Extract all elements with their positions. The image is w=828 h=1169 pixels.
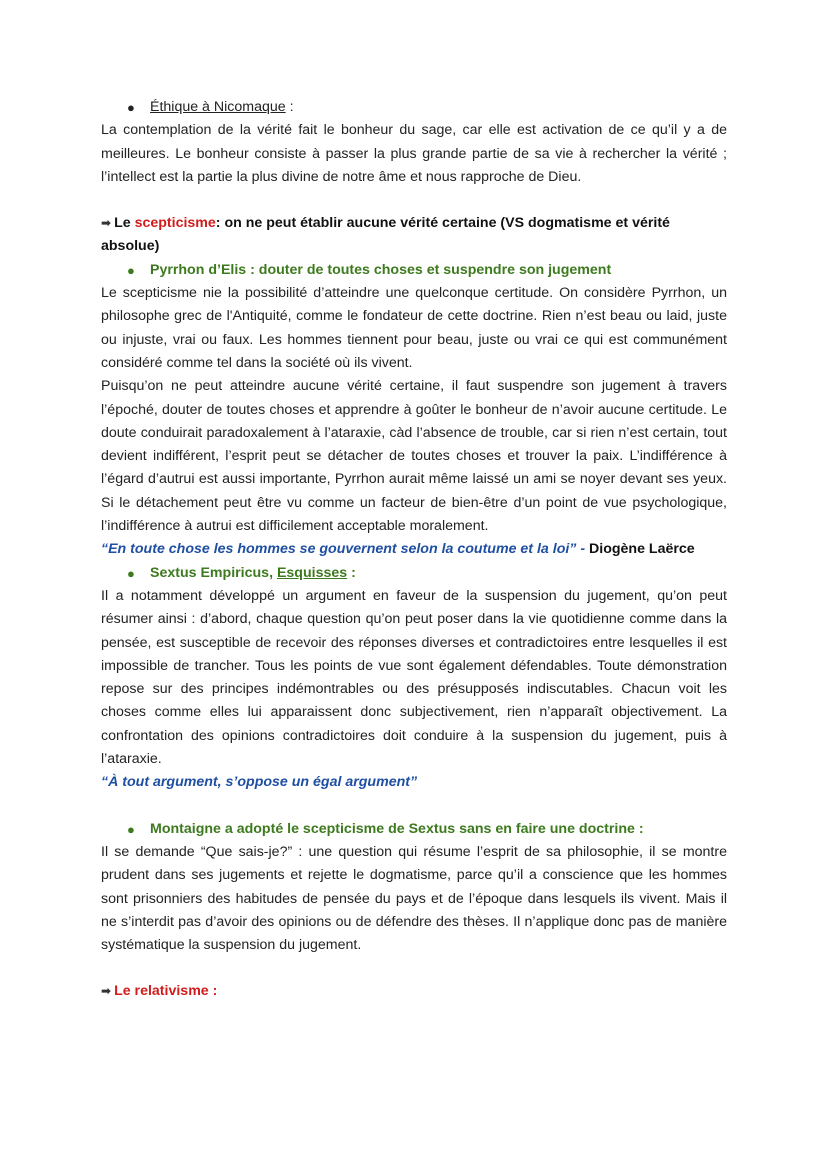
paragraph-pyrrhon-1: Le scepticisme nie la possibilité d’atteindre une quelconque certitude. On considère Pyrrhon, un philosophe grec de l'Antiquité, comme le fondateur de cette doctrine. Rien n’est beau ou laid, juste ou injuste, vrai ou faux. Les hommes tiennent pour beau, juste ou vrai ce qui est communément considéré comme tel dans la société où ils vivent. [101,285,727,371]
paragraph-contemplation: La contemplation de la vérité fait le bonheur du sage, car elle est activation de ce qu’il y a de meilleures. Le bonheur consiste à passer la plus grande partie de sa vie à rechercher la vérité ; l’intellect est la partie la plus divine de notre âme et nous rapproche de Dieu. [101,122,727,185]
bullet-montaigne: ● Montaigne a adopté le scepticisme de Sextus sans en faire une doctrine : [101,818,727,841]
bullet-ethique: ● Éthique à Nicomaque : [101,96,727,119]
arrow-icon: ➡ [101,216,111,231]
quote-author: Diogène Laërce [589,541,695,558]
quote-diogene: “En toute chose les hommes se gouvernent selon la coutume et la loi” - Diogène Laërce [101,541,695,558]
arrow-icon: ➡ [101,984,111,999]
section-heading-scepticisme: ➡ Le scepticisme: on ne peut établir aucune vérité certaine (VS dogmatisme et vérité absolue) [101,215,670,255]
paragraph-pyrrhon-2: Puisqu’on ne peut atteindre aucune vérité certaine, il faut suspendre son jugement à travers l’époché, douter de toutes choses et apprendre à goûter le bonheur de n’avoir aucune certitude. Le doute conduirait paradoxalement à l’ataraxie, càd l’absence de trouble, car si rien n’est certain, tout devient indifférent, l’esprit peut se détacher de toutes choses et trouver la paix. L’indifférence à l’égard d’autrui est aussi importante, Pyrrhon aurait même laissé un ami se noyer devant ses yeux. Si le détachement peut être vu comme un facteur de bien-être d’un point de vue psychologique, l’indifférence à autrui est difficilement acceptable moralement. [101,378,727,535]
bullet-dot-icon: ● [127,821,135,837]
work-title: Éthique à Nicomaque [150,99,286,115]
work-title: Esquisses [276,564,348,581]
paragraph-sextus: Il a notamment développé un argument en faveur de la suspension du jugement, qu’on peut résumer ainsi : d’abord, chaque question qu’on peut poser dans la vie quotidienne comme dans la pensée, est susceptible de recevoir des réponses diverses et contradictoires entre lesquelles il est impossible de trancher. Tous les points de vue sont également défendables. Toute démonstration repose sur des principes indémontrables ou des présupposés indiscutables. Chacun voit les choses comme elles lui apparaissent donc subjectivement, rien n’apparaît objectivement. La confrontation des opinions contradictoires doit conduire à la suspension du jugement, puis à l’ataraxie. [101,587,727,768]
section-heading-relativisme: ➡ Le relativisme : [101,983,218,1000]
bullet-sextus: ● Sextus Empiricus, Esquisses : [101,562,727,585]
bullet-pyrrhon: ● Pyrrhon d’Elis : douter de toutes choses et suspendre son jugement [101,259,727,282]
bullet-dot-icon: ● [127,100,135,115]
bullet-dot-icon: ● [127,262,135,278]
bullet-dot-icon: ● [127,565,135,581]
paragraph-montaigne: Il se demande “Que sais-je?” : une question qui résume l’esprit de sa philosophie, il se montre prudent dans ses jugements et rejette le dogmatisme, parce qu’il a conscience que les hommes sont prisonniers des habitudes de pensée du pays et de l’époque dans lesquels ils vivent. Mais il ne s’interdit pas d’avoir des opinions ou de défendre des thèses. Il n’applique donc pas de manière systématique la suspension du jugement. [101,843,727,954]
quote-argument: “À tout argument, s’oppose un égal argument” [101,774,418,791]
